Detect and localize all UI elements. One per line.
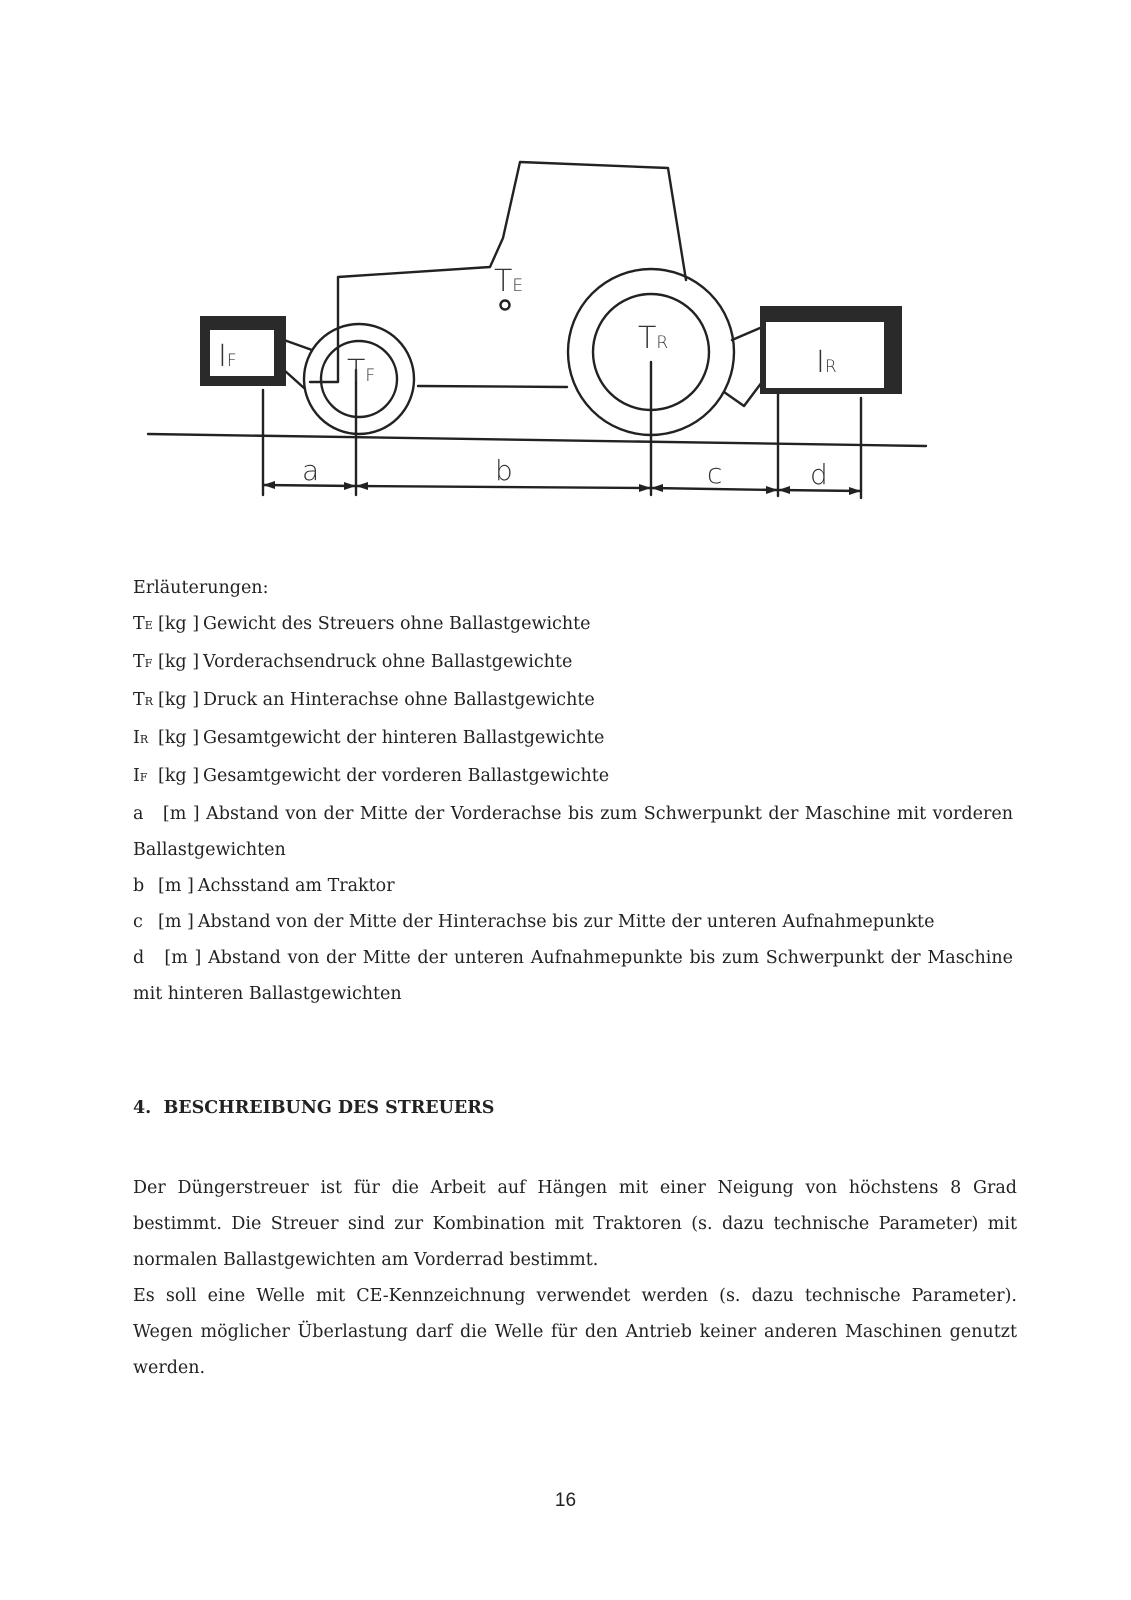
label-te: TE <box>494 264 524 299</box>
front-hitch <box>284 340 312 388</box>
rear-hitch <box>724 328 762 406</box>
label-if: IF <box>218 339 237 374</box>
tractor-underside <box>418 386 567 387</box>
legend-item: TE [kg ] Gewicht des Streuers ohne Ballastgewichte <box>133 614 591 634</box>
label-b: b <box>495 454 513 487</box>
legend-item: d [m ] Abstand von der Mitte der unteren Aufnahmepunkte bis zum Schwerpunkt der Maschine mit hinteren Ballastgewichten <box>133 948 1013 1004</box>
section-heading <box>133 1098 494 1118</box>
section-number: 4. <box>133 1098 152 1118</box>
section-body <box>133 1170 1017 1386</box>
tractor-weight-diagram <box>120 150 940 510</box>
label-a: a <box>302 454 320 487</box>
paragraph: Es soll eine Welle mit CE-Kennzeichnung verwendet werden (s. dazu technische Parameter). Wegen möglicher Überlastung darf die Welle für den Antrieb keiner anderen Maschinen genutzt werden. <box>133 1286 1017 1378</box>
ground-line <box>148 434 926 446</box>
center-of-gravity-marker <box>501 301 510 310</box>
legend-item: TF [kg ] Vorderachsendruck ohne Ballastgewichte <box>133 652 573 672</box>
legend-heading: Erläuterungen: <box>133 578 269 598</box>
legend-item: b [m ] Achsstand am Traktor <box>133 876 395 896</box>
label-ir: IR <box>816 345 837 380</box>
legend-item: TR [kg ] Druck an Hinterachse ohne Ballastgewichte <box>133 690 595 710</box>
legend-item: c [m ] Abstand von der Mitte der Hinterachse bis zur Mitte der unteren Aufnahmepunkte <box>133 912 935 932</box>
paragraph: Der Düngerstreuer ist für die Arbeit auf Hängen mit einer Neigung von höchstens 8 Grad bestimmt. Die Streuer sind zur Kombination mit Traktoren (s. dazu technische Parameter) mit normalen Ballastgewichten am Vorderrad bestimmt. <box>133 1178 1017 1270</box>
legend-item: IF [kg ] Gesamtgewicht der vorderen Ballastgewichte <box>133 766 610 786</box>
label-c: c <box>707 457 723 490</box>
section-title: BESCHREIBUNG DES STREUERS <box>163 1098 495 1118</box>
label-d: d <box>810 458 828 491</box>
page-number: 16 <box>554 1490 577 1511</box>
legend-item: a [m ] Abstand von der Mitte der Vorderachse bis zum Schwerpunkt der Maschine mit vorderen Ballastgewichten <box>133 804 1013 860</box>
label-tf: TF <box>347 354 376 389</box>
label-tr: TR <box>638 321 669 356</box>
legend-item: IR [kg ] Gesamtgewicht der hinteren Ballastgewichte <box>133 728 605 748</box>
legend <box>133 570 1013 1012</box>
